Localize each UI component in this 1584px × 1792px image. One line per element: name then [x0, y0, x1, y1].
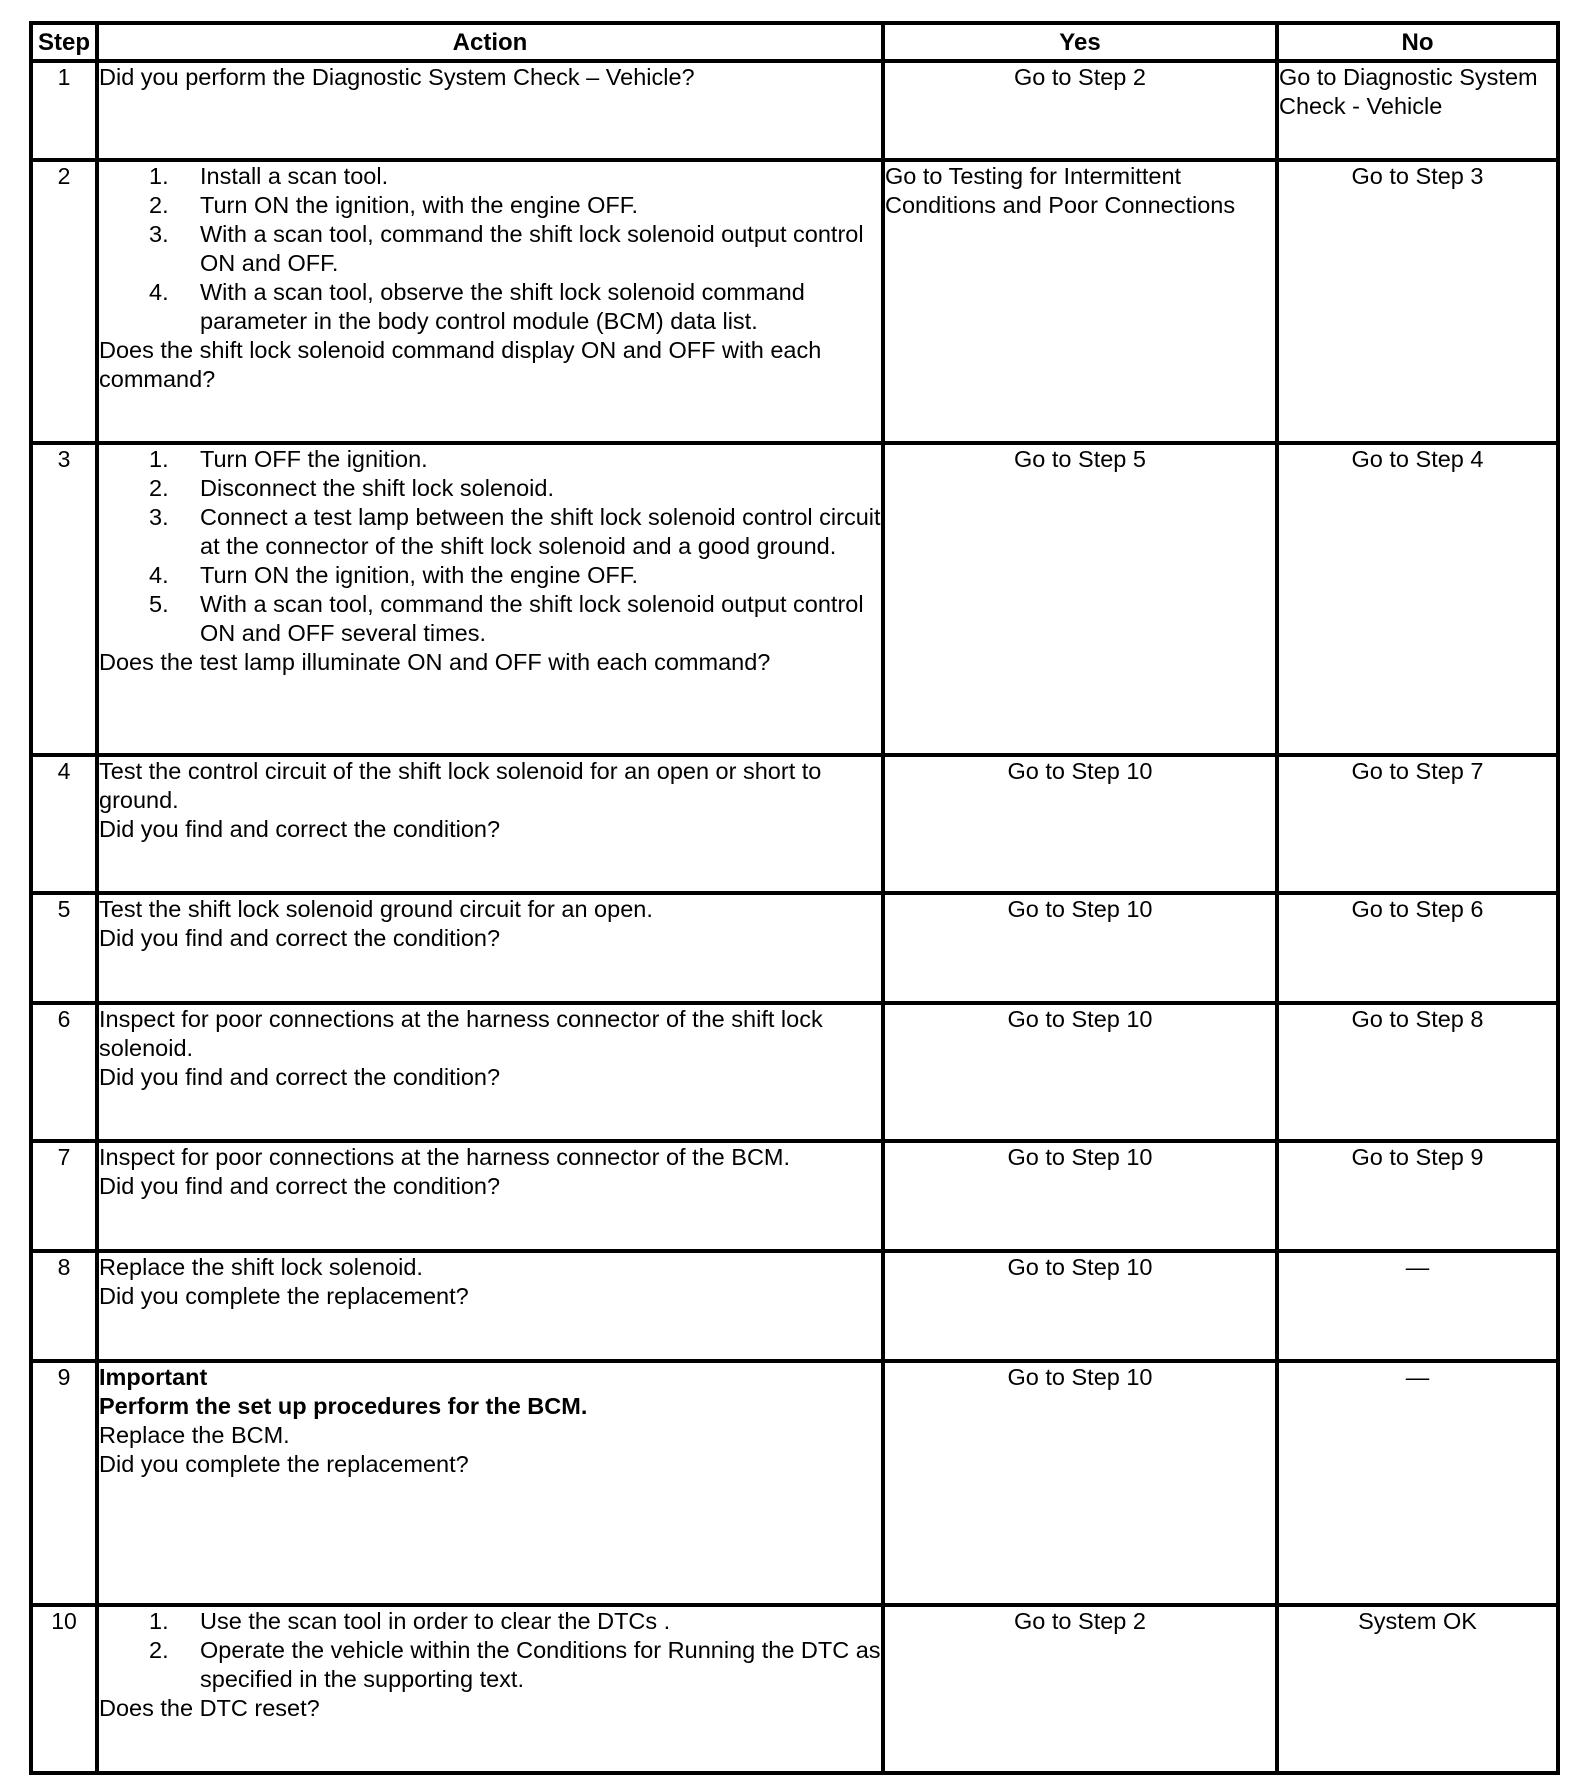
action-question: Does the DTC reset?: [99, 1695, 320, 1721]
important-label: Important: [99, 1364, 208, 1390]
action-text: Replace the BCM.: [99, 1422, 290, 1448]
no-cell: [1277, 61, 1558, 160]
list-item: 3. With a scan tool, command the shift lock solenoid output control ON and OFF.: [149, 221, 864, 276]
action-text: Test the control circuit of the shift lock solenoid for an open or short to ground.: [99, 758, 822, 813]
table-row: [31, 1251, 1558, 1361]
action-cell: [97, 893, 883, 1003]
yes-outcome: Go to Step 10: [1007, 1144, 1153, 1170]
yes-outcome: Go to Step 2: [1014, 64, 1146, 90]
no-cell: [1277, 755, 1558, 893]
yes-outcome: Go to Testing for Intermittent Conditions and Poor Connections: [885, 163, 1236, 218]
no-outcome: Go to Diagnostic System Check - Vehicle: [1279, 64, 1538, 119]
yes-outcome: Go to Step 10: [1007, 1254, 1153, 1280]
yes-cell: [883, 893, 1277, 1003]
step-number: 4: [31, 755, 97, 893]
list-item: 1. Turn OFF the ignition.: [149, 446, 428, 472]
table-row: [31, 61, 1558, 160]
step-number: 3: [31, 443, 97, 755]
no-outcome: —: [1405, 1364, 1430, 1390]
no-outcome: Go to Step 3: [1351, 163, 1484, 189]
no-cell: [1277, 160, 1558, 443]
yes-outcome: Go to Step 10: [1007, 1364, 1153, 1390]
list-item: 4. Turn ON the ignition, with the engine OFF.: [149, 562, 639, 588]
action-question: Did you find and correct the condition?: [99, 1173, 501, 1199]
action-question: Did you find and correct the condition?: [99, 925, 501, 951]
diagnostic-table: [29, 21, 1560, 1775]
list-item: 2. Disconnect the shift lock solenoid.: [149, 475, 554, 501]
action-cell: [97, 1141, 883, 1251]
step-number: 1: [31, 61, 97, 160]
table-row: [31, 443, 1558, 755]
table-row: [31, 1003, 1558, 1141]
list-item: 4. With a scan tool, observe the shift lock solenoid command parameter in the body control module (BCM) data list.: [149, 279, 805, 334]
action-cell: [97, 1605, 883, 1773]
list-item: 1. Install a scan tool.: [149, 163, 389, 189]
step-number: 8: [31, 1251, 97, 1361]
header-row: [31, 23, 1558, 61]
no-cell: [1277, 443, 1558, 755]
action-text: Inspect for poor connections at the harness connector of the shift lock solenoid.: [99, 1006, 823, 1061]
yes-cell: [883, 61, 1277, 160]
table-row: [31, 893, 1558, 1003]
no-cell: [1277, 1605, 1558, 1773]
procedure-list: [99, 445, 881, 648]
yes-cell: [883, 1251, 1277, 1361]
procedure-list: [99, 1607, 881, 1694]
no-outcome: Go to Step 7: [1351, 758, 1484, 784]
list-item: 3. Connect a test lamp between the shift lock solenoid control circuit at the connector of the shift lock solenoid and a good ground.: [149, 504, 881, 559]
yes-outcome: Go to Step 5: [1014, 446, 1146, 472]
action-text: Replace the shift lock solenoid.: [99, 1254, 423, 1280]
procedure-list: [99, 162, 881, 336]
action-cell: [97, 1361, 883, 1605]
table-row: [31, 1141, 1558, 1251]
header-step: Step: [31, 23, 97, 61]
header-action: Action: [97, 23, 883, 61]
important-text: Perform the set up procedures for the BCM.: [99, 1393, 588, 1419]
yes-cell: [883, 1361, 1277, 1605]
action-cell: [97, 160, 883, 443]
action-cell: [97, 443, 883, 755]
list-item: 5. With a scan tool, command the shift lock solenoid output control ON and OFF several times.: [149, 591, 864, 646]
yes-cell: [883, 1141, 1277, 1251]
action-question: Did you find and correct the condition?: [99, 816, 501, 842]
no-outcome: Go to Step 6: [1351, 896, 1484, 922]
step-number: 7: [31, 1141, 97, 1251]
step-number: 10: [31, 1605, 97, 1773]
action-text: Inspect for poor connections at the harness connector of the BCM.: [99, 1144, 791, 1170]
no-outcome: Go to Step 9: [1351, 1144, 1484, 1170]
header-no: No: [1277, 23, 1558, 61]
table-row: [31, 160, 1558, 443]
list-item: 1. Use the scan tool in order to clear the DTCs .: [149, 1608, 671, 1634]
list-item: 2. Turn ON the ignition, with the engine OFF.: [149, 192, 639, 218]
yes-outcome: Go to Step 2: [1014, 1608, 1146, 1634]
no-cell: [1277, 1251, 1558, 1361]
action-question: Did you find and correct the condition?: [99, 1064, 501, 1090]
no-cell: [1277, 893, 1558, 1003]
action-text: Did you perform the Diagnostic System Check – Vehicle?: [99, 64, 695, 90]
no-outcome: Go to Step 4: [1351, 446, 1484, 472]
no-outcome: —: [1405, 1254, 1430, 1280]
yes-outcome: Go to Step 10: [1007, 896, 1153, 922]
action-cell: [97, 1003, 883, 1141]
list-item: 2. Operate the vehicle within the Conditions for Running the DTC as specified in the supporting text.: [149, 1637, 881, 1692]
no-cell: [1277, 1003, 1558, 1141]
yes-cell: [883, 1605, 1277, 1773]
no-outcome: Go to Step 8: [1351, 1006, 1484, 1032]
yes-cell: [883, 160, 1277, 443]
step-number: 2: [31, 160, 97, 443]
step-number: 6: [31, 1003, 97, 1141]
yes-cell: [883, 755, 1277, 893]
header-yes: Yes: [883, 23, 1277, 61]
yes-cell: [883, 443, 1277, 755]
table-row: [31, 1605, 1558, 1773]
no-cell: [1277, 1141, 1558, 1251]
table-row: [31, 755, 1558, 893]
yes-outcome: Go to Step 10: [1007, 1006, 1153, 1032]
action-cell: [97, 1251, 883, 1361]
yes-cell: [883, 1003, 1277, 1141]
action-cell: [97, 61, 883, 160]
action-question: Did you complete the replacement?: [99, 1283, 469, 1309]
action-question: Does the shift lock solenoid command display ON and OFF with each command?: [99, 337, 822, 392]
action-question: Did you complete the replacement?: [99, 1451, 469, 1477]
no-cell: [1277, 1361, 1558, 1605]
step-number: 5: [31, 893, 97, 1003]
step-number: 9: [31, 1361, 97, 1605]
action-cell: [97, 755, 883, 893]
diagnostic-table-container: [29, 21, 1556, 1775]
table-row: [31, 1361, 1558, 1605]
action-question: Does the test lamp illuminate ON and OFF with each command?: [99, 649, 771, 675]
yes-outcome: Go to Step 10: [1007, 758, 1153, 784]
no-outcome: System OK: [1358, 1608, 1477, 1634]
action-text: Test the shift lock solenoid ground circuit for an open.: [99, 896, 653, 922]
